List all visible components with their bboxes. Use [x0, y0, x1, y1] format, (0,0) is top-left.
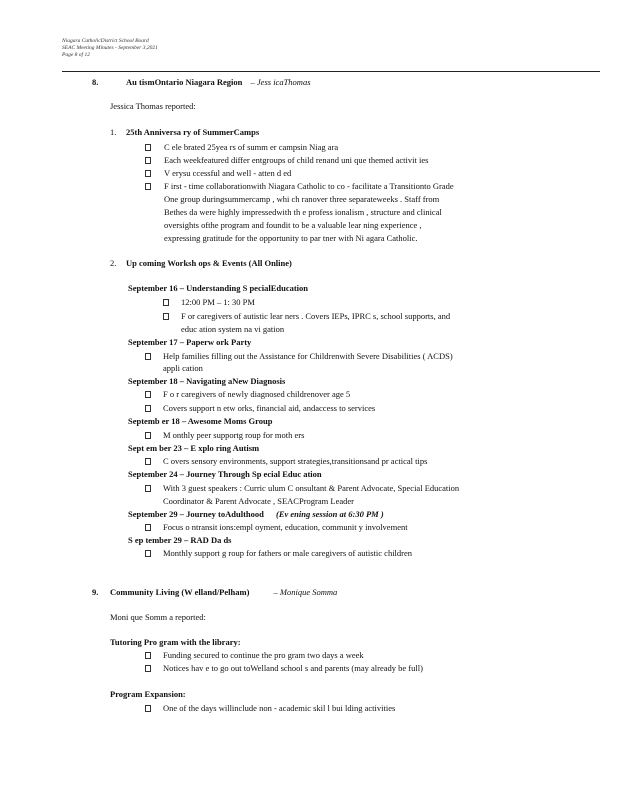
checkbox-icon [145, 181, 151, 192]
s8-number: 8. [92, 77, 99, 87]
s8-item1-bullet-cont: One group duringsummercamp , whi ch ranover three separateweeks . Staff from [164, 194, 440, 204]
checkbox-icon [145, 403, 151, 414]
checkbox-icon [163, 311, 169, 322]
event-bullet: Covers support n etw orks, financial aid, andaccess to services [163, 403, 376, 413]
s9-heading [110, 587, 337, 598]
s8-item1-bullet: C ele brated 25yea rs of summ er campsin Niag ara [164, 142, 339, 152]
event-bullet: F or caregivers of autistic lear ners . Covers IEPs, IPRC s, school supports, and [181, 311, 451, 321]
event-bullet: M onthly peer supportg roup for moth ers [163, 430, 305, 440]
event-date: S ep tember 29 – RAD Da ds [128, 535, 232, 545]
s8-presenter: – Jess icaThomas [250, 77, 311, 87]
tutoring-bullet: Funding secured to continue the pro gram two days a week [163, 650, 364, 660]
checkbox-icon [145, 389, 151, 400]
header-board: Niagara CatholicDistrict School Board [62, 38, 149, 44]
checkbox-icon [145, 522, 151, 533]
s8-title: Au tismOntario Niagara Region [126, 77, 243, 87]
checkbox-icon [145, 548, 151, 559]
event-date-text: September 29 – Journey toAdulthood [128, 509, 264, 519]
event-bullet: 12:00 PM – 1: 30 PM [181, 297, 255, 307]
event-bullet-cont: appli cation [163, 363, 203, 373]
tutoring-bullet: Notices hav e to go out toWelland school s and parents (may already be full) [163, 663, 423, 673]
checkbox-icon [145, 142, 151, 153]
event-bullet: Help families filling out the Assistance for Childrenwith Severe Disabilities ( ACDS) [163, 351, 453, 361]
checkbox-icon [145, 663, 151, 674]
s8-item1-bullet-cont: Bethes da were highly impressedwith th e profess ionalism , structure and clinical [164, 207, 442, 217]
page-header [62, 38, 158, 59]
checkbox-icon [145, 703, 151, 714]
expansion-title: Program Expansion: [110, 689, 186, 699]
s8-item1-bullet: V erysu ccessful and well - atten d ed [164, 168, 292, 178]
event-date: September 16 – Understanding S pecialEducation [128, 283, 309, 293]
checkbox-icon [145, 650, 151, 661]
s8-item1-bullet-cont: oversights ofthe program and foundit to be a valuable lear ning experience , [164, 220, 422, 230]
s8-item1-title: 25th Anniversa ry of SummerCamps [126, 127, 260, 137]
event-bullet-cont: Coordinator & Parent Advocate , SEACProgram Leader [163, 496, 354, 506]
checkbox-icon [163, 297, 169, 308]
s8-item1-bullet-cont: expressing gratitude for the opportunity to par tner with Ni agara Catholic. [164, 233, 418, 243]
s9-reported: Moni que Somm a reported: [110, 612, 206, 622]
event-bullet: F o r caregivers of newly diagnosed childrenover age 5 [163, 389, 351, 399]
event-bullet: Focus o ntransit ions:empl oyment, education, communit y involvement [163, 522, 408, 532]
header-rule [62, 71, 600, 72]
tutoring-title: Tutoring Pro gram with the library: [110, 637, 241, 647]
event-date: September 24 – Journey Through Sp ecial Educ ation [128, 469, 322, 479]
s8-item1-bullet: F irst - time collaborationwith Niagara Catholic to co - facilitate a Transitionto Grade [164, 181, 454, 191]
event-date: Septemb er 18 – Awesome Moms Group [128, 416, 273, 426]
checkbox-icon [145, 168, 151, 179]
event-note: (Ev ening session at 6:30 PM ) [275, 509, 384, 519]
s8-item1-number: 1. [110, 127, 117, 137]
s9-presenter: – Monique Somma [273, 587, 338, 597]
checkbox-icon [145, 483, 151, 494]
s9-title: Community Living (W elland/Pelham) [110, 587, 250, 597]
event-bullet-cont: educ ation system na vi gation [181, 324, 285, 334]
event-date: September 17 – Paperw ork Party [128, 337, 252, 347]
checkbox-icon [145, 351, 151, 362]
checkbox-icon [145, 430, 151, 441]
header-meeting: SEAC Meeting Minutes - September 3,2021 [62, 45, 158, 51]
header-page: Page 8 of 12 [62, 52, 90, 58]
event-bullet: C overs sensory environments, support strategies,transitionsand pr actical tips [163, 456, 428, 466]
s8-item2-number: 2. [110, 258, 117, 268]
event-bullet: Monthly support g roup for fathers or male caregivers of autistic children [163, 548, 413, 558]
event-date: Sept em ber 23 – E xplo ring Autism [128, 443, 260, 453]
s9-number: 9. [92, 587, 99, 597]
event-date [128, 509, 384, 520]
s8-reported: Jessica Thomas reported: [110, 101, 196, 111]
s8-item1-bullet: Each weekfeatured differ entgroups of child renand uni que themed activit ies [164, 155, 429, 165]
s8-heading [126, 77, 311, 88]
checkbox-icon [145, 456, 151, 467]
event-date: September 18 – Navigating aNew Diagnosis [128, 376, 286, 386]
s8-item2-title: Up coming Worksh ops & Events (All Online) [126, 258, 292, 268]
checkbox-icon [145, 155, 151, 166]
event-bullet: With 3 guest speakers : Curric ulum C onsultant & Parent Advocate, Special Education [163, 483, 460, 493]
expansion-bullet: One of the days willinclude non - academic skil l bui lding activities [163, 703, 396, 713]
